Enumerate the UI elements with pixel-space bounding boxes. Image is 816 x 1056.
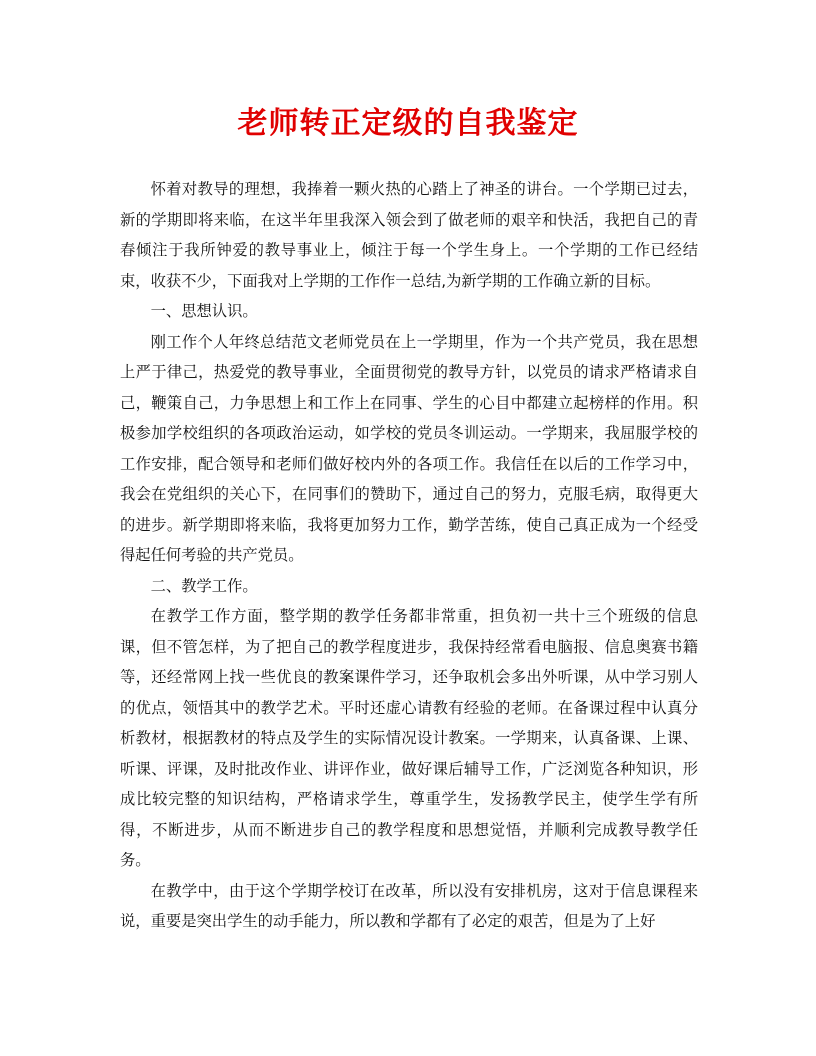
paragraph-intro: 怀着对教导的理想，我捧着一颗火热的心踏上了神圣的讲台。一个学期已过去，新的学期即将来临，在这半年里我深入领会到了做老师的艰辛和快活，我把自己的青春倾注于我所钟爱的教导事业上，倾注于每一个学生身上。一个学期的工作已经结束，收获不少，下面我对上学期的工作作一总结,为新学期的工作确立新的目标。	[120, 180, 698, 290]
document-title: 老师转正定级的自我鉴定	[237, 106, 579, 141]
paragraph-ideology: 刚工作个人年终总结范文老师党员在上一学期里，作为一个共产党员，我在思想上严于律己，热爱党的教导事业，全面贯彻党的教导方针，以党员的请求严格请求自己，鞭策自己，力争思想上和工作上在同事、学生的心目中都建立起榜样的作用。积极参加学校组织的各项政治运动，如学校的党员冬训运动。一学期来，我屈服学校的工作安排，配合领导和老师们做好校内外的各项工作。我信任在以后的工作学习中，我会在党组织的关心下，在同事们的赞助下，通过自己的努力，克服毛病，取得更大的进步。新学期即将来临，我将更加努力工作，勤学苦练，使自己真正成为一个经受得起任何考验的共产党员。	[120, 332, 698, 564]
document-body	[120, 174, 698, 937]
section-heading-teaching: 二、教学工作。	[150, 576, 258, 595]
paragraph-teaching: 在教学工作方面，整学期的教学任务都非常重，担负初一共十三个班级的信息课，但不管怎样，为了把自己的教学程度进步，我保持经常看电脑报、信息奥赛书籍等，还经常网上找一些优良的教案课件学习，还争取机会多出外听课，从中学习别人的优点，领悟其中的教学艺术。平时还虚心请教有经验的老师。在备课过程中认真分析教材，根据教材的特点及学生的实际情况设计教案。一学期来，认真备课、上课、听课、评课，及时批改作业、讲评作业，做好课后辅导工作，广泛浏览各种知识，形成比较完整的知识结构，严格请求学生，尊重学生，发扬教学民主，使学生学有所得，不断进步，从而不断进步自己的教学程度和思想觉悟，并顺利完成教导教学任务。	[120, 607, 698, 869]
section-heading-ideology: 一、思想认识。	[150, 302, 258, 320]
paragraph-teaching-continued: 在教学中，由于这个学期学校订在改革，所以没有安排机房，这对于信息课程来说，重要是突出学生的动手能力，所以教和学都有了必定的艰苦，但是为了上好	[120, 881, 698, 930]
